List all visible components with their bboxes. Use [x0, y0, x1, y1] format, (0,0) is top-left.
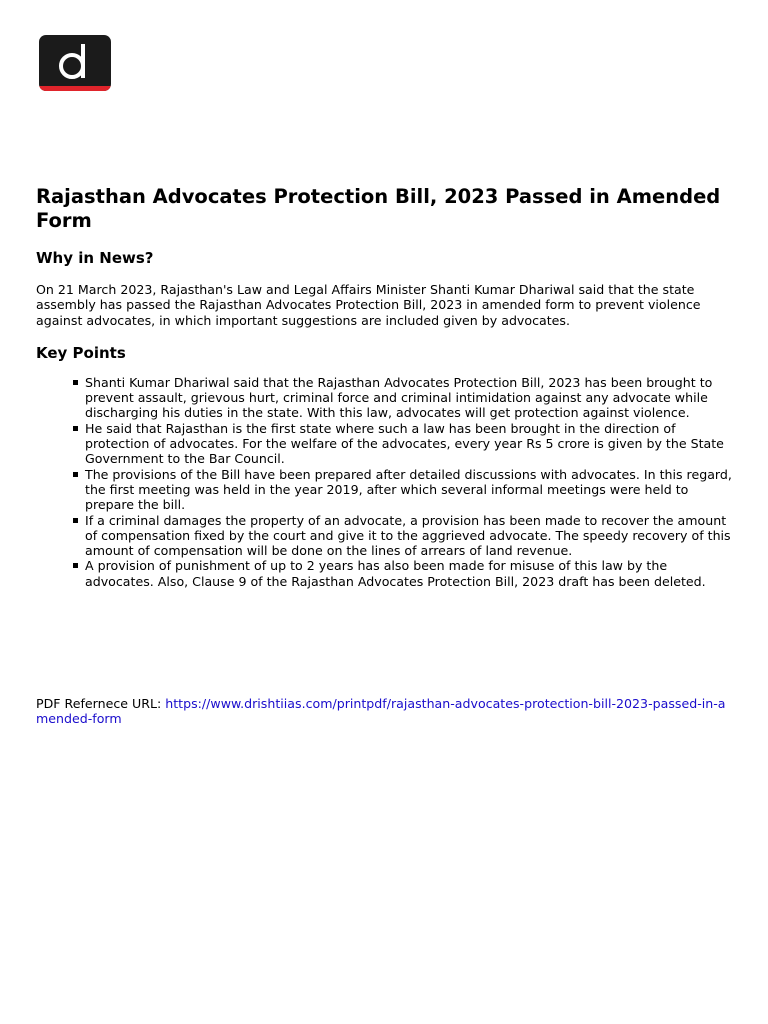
key-point-text: If a criminal damages the property of an advocate, a provision has been made to recover the amount of compensation fixed by the court and give it to the aggrieved advocate. The speedy recovery of this amount of compensation will be done on the lines of arrears of land revenue.	[85, 512, 731, 559]
bullet-icon	[73, 518, 78, 523]
list-item	[85, 421, 736, 467]
key-point-text: The provisions of the Bill have been prepared after detailed discussions with advocates. In this regard, the first meeting was held in the year 2019, after which several informal meetings were held to prepare the bill.	[85, 466, 732, 513]
list-item	[85, 467, 736, 513]
pdf-reference-link[interactable]: https://www.drishtiias.com/printpdf/rajasthan-advocates-protection-bill-2023-passed-in-amended-form	[36, 696, 726, 727]
pdf-reference	[36, 696, 736, 727]
logo-red-stripe	[39, 86, 111, 91]
key-point-text: He said that Rajasthan is the first state where such a law has been brought in the direction of protection of advocates. For the welfare of the advocates, every year Rs 5 crore is given by the State Government to the Bar Council.	[85, 420, 724, 467]
bullet-icon	[73, 472, 78, 477]
article	[36, 185, 736, 589]
why-in-news-text: On 21 March 2023, Rajasthan's Law and Legal Affairs Minister Shanti Kumar Dhariwal said that the state assembly has passed the Rajasthan Advocates Protection Bill, 2023 in amended form to prevent violence against advocates, in which important suggestions are included given by advocates.	[36, 282, 701, 328]
why-in-news-heading: Why in News?	[36, 249, 154, 267]
key-point-text: Shanti Kumar Dhariwal said that the Rajasthan Advocates Protection Bill, 2023 has been brought to prevent assault, grievous hurt, criminal force and criminal intimidation against any advocate while discharging his duties in the state. With this law, advocates will get protection against violence.	[85, 374, 713, 421]
list-item	[85, 558, 736, 589]
pdf-reference-label: PDF Refernece URL:	[36, 696, 166, 711]
key-point-text: A provision of punishment of up to 2 years has also been made for misuse of this law by the advocates. Also, Clause 9 of the Rajasthan Advocates Protection Bill, 2023 draft has been deleted.	[85, 558, 706, 589]
drishti-logo	[39, 35, 111, 91]
drishti-d-logo-icon	[39, 35, 111, 91]
key-points-heading: Key Points	[36, 343, 126, 362]
list-item	[85, 375, 736, 421]
bullet-icon	[73, 426, 78, 431]
key-points-list	[36, 375, 736, 589]
list-item	[85, 513, 736, 559]
bullet-icon	[73, 563, 78, 568]
bullet-icon	[73, 380, 78, 385]
article-title: Rajasthan Advocates Protection Bill, 2023 Passed in Amended Form	[36, 185, 721, 232]
